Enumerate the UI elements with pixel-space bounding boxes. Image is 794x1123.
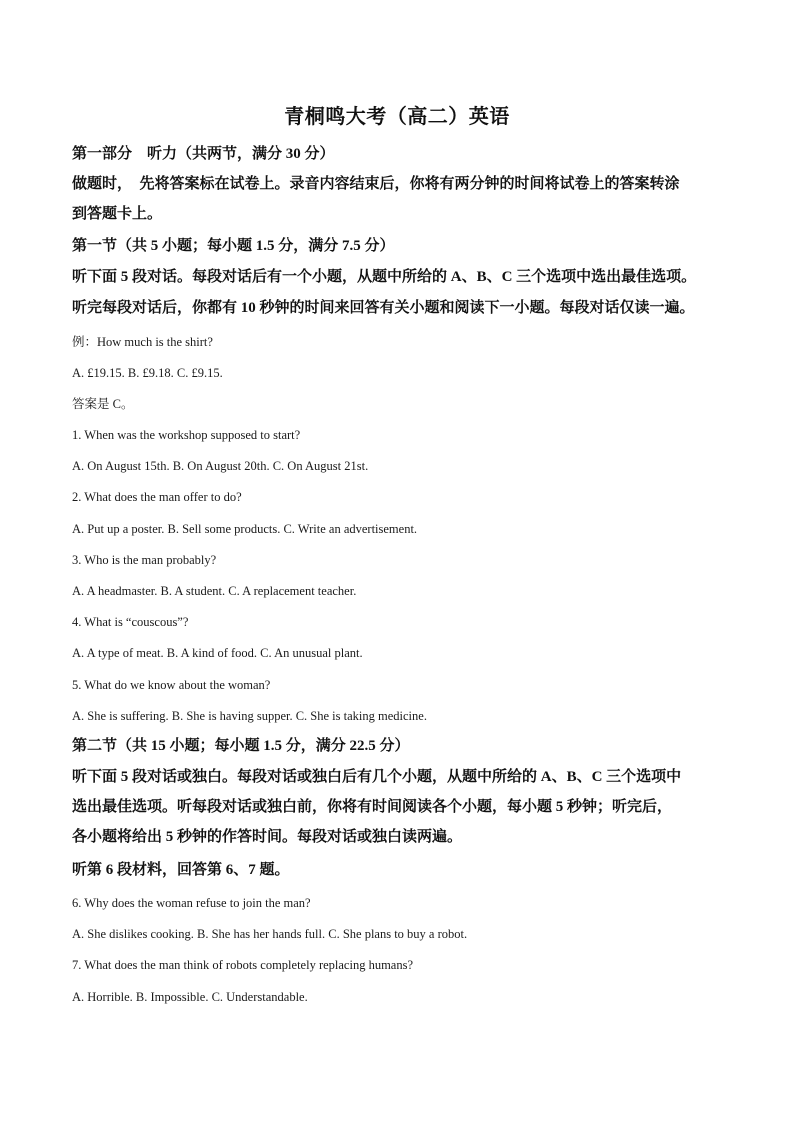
section1-heading: 第一节（共 5 小题；每小题 1.5 分，满分 7.5 分） (72, 238, 395, 254)
example-options: A. £19.15. B. £9.18. C. £9.15. (72, 366, 223, 380)
example-question: 例：How much is the shirt? (72, 335, 213, 349)
question-3: 3. Who is the man probably? (72, 553, 217, 567)
question-2-options: A. Put up a poster. B. Sell some products. C. Write an advertisement. (72, 522, 418, 536)
example-answer: 答案是 C。 (72, 397, 134, 411)
question-7: 7. What does the man think of robots completely replacing humans? (72, 958, 414, 972)
section2-instruction-line-3: 各小题将给出 5 秒钟的作答时间。每段对话或独白读两遍。 (72, 829, 463, 845)
section2-instruction-line-1: 听下面 5 段对话或独白。每段对话或独白后有几个小题，从题中所给的 A、B、C 三个选项中 (72, 769, 682, 785)
section1-instruction-line-2: 听完每段对话后，你都有 10 秒钟的时间来回答有关小题和阅读下一小题。每段对话仅读一遍。 (72, 300, 695, 316)
question-4: 4. What is “couscous”? (72, 615, 189, 629)
page-title: 青桐鸣大考（高二）英语 (284, 106, 510, 128)
part1-instruction-line-1: 做题时， 先将答案标在试卷上。录音内容结束后，你将有两分钟的时间将试卷上的答案转涂 (72, 176, 680, 192)
question-1: 1. When was the workshop supposed to start? (72, 428, 301, 442)
question-5: 5. What do we know about the woman? (72, 678, 271, 692)
question-7-options: A. Horrible. B. Impossible. C. Understandable. (72, 990, 308, 1004)
question-3-options: A. A headmaster. B. A student. C. A replacement teacher. (72, 584, 357, 598)
question-5-options: A. She is suffering. B. She is having supper. C. She is taking medicine. (72, 709, 427, 723)
question-4-options: A. A type of meat. B. A kind of food. C. An unusual plant. (72, 646, 363, 660)
section1-instruction-line-1: 听下面 5 段对话。每段对话后有一个小题，从题中所给的 A、B、C 三个选项中选出最佳选项。 (72, 269, 697, 285)
section2-instruction-line-2: 选出最佳选项。听每段对话或独白前，你将有时间阅读各个小题，每小题 5 秒钟；听完后， (72, 799, 673, 815)
part1-heading: 第一部分 听力（共两节，满分 30 分） (72, 146, 335, 162)
material-6-heading: 听第 6 段材料，回答第 6、7 题。 (72, 862, 290, 878)
part1-instruction-line-2: 到答题卡上。 (72, 206, 163, 222)
section2-heading: 第二节（共 15 小题；每小题 1.5 分，满分 22.5 分） (72, 738, 410, 754)
question-6: 6. Why does the woman refuse to join the man? (72, 896, 311, 910)
question-1-options: A. On August 15th. B. On August 20th. C. On August 21st. (72, 459, 369, 473)
question-6-options: A. She dislikes cooking. B. She has her hands full. C. She plans to buy a robot. (72, 927, 468, 941)
question-2: 2. What does the man offer to do? (72, 490, 242, 504)
